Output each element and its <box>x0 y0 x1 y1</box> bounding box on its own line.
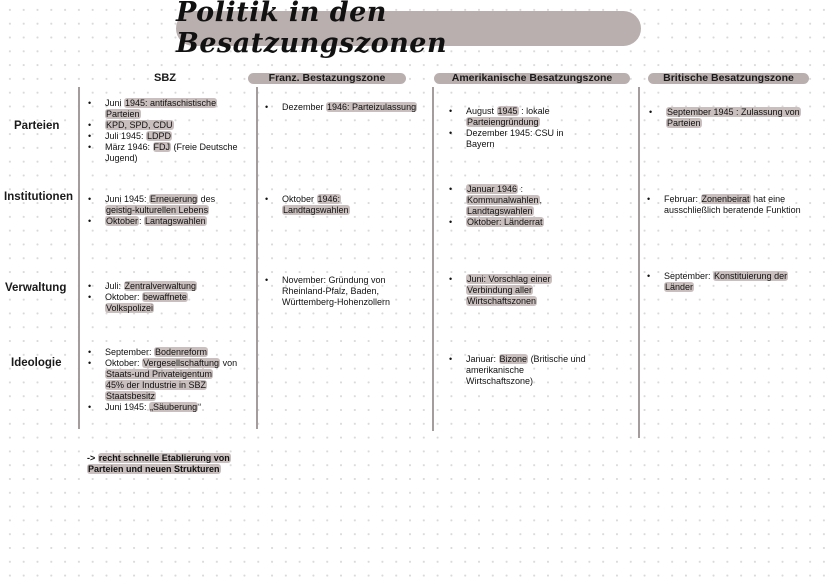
list-item: • September 1945 : Zulassung von Parteien <box>666 107 806 129</box>
franz-institutionen-list <box>282 194 372 216</box>
list-item: • Dezember 1946: Parteizulassung <box>282 102 422 113</box>
list-item: • Juni 1945: antifaschistische Parteien <box>105 98 245 120</box>
list-item: • September: Konstituierung der Länder <box>664 271 814 293</box>
column-header-britisch: Britische Besatzungszone <box>648 73 809 84</box>
divider-line-3 <box>432 87 434 431</box>
list-item: • Oktober: bewaffnete Volkspolizei <box>105 292 235 314</box>
list-item: • KPD, SPD, CDU <box>105 120 245 131</box>
brit-parteien-list <box>666 107 806 129</box>
sbz-institutionen-list <box>105 194 240 227</box>
list-item: • Juni 1945: „Säuberung“ <box>105 402 240 413</box>
list-item: • Juni: Vorschlag einer Verbindung aller Wirtschaftszonen <box>466 274 571 307</box>
divider-line-4 <box>638 87 640 438</box>
list-item: • September: Bodenreform <box>105 347 240 358</box>
sbz-verwaltung-list <box>105 281 235 314</box>
row-label-verwaltung: Verwaltung <box>5 282 67 294</box>
list-item: • Oktober 1946: Landtagswahlen <box>282 194 372 216</box>
divider-line-2 <box>256 87 258 429</box>
list-item: • März 1946: FDJ (Freie Deutsche Jugend) <box>105 142 245 164</box>
usa-parteien-list <box>466 106 591 150</box>
franz-parteien-list <box>282 102 422 113</box>
usa-institutionen-list <box>466 184 566 228</box>
sbz-parteien-list <box>105 98 245 164</box>
list-item: • Oktober: Länderrat <box>466 217 566 228</box>
list-item: • Januar 1946 : Kommunalwahlen, Landtagswahlen <box>466 184 566 217</box>
list-item: • Februar: Zonenbeirat hat eine ausschließlich beratende Funktion <box>664 194 809 216</box>
usa-verwaltung-list <box>466 274 571 307</box>
row-label-ideologie: Ideologie <box>11 357 62 369</box>
list-item: • August 1945 : lokale Parteiengründung <box>466 106 591 128</box>
list-item: • Oktober: Vergesellschaftung von Staats-und Privateigentum 45% der Industrie in SBZ Staatsbesitz <box>105 358 240 402</box>
row-label-institutionen: Institutionen <box>4 191 73 203</box>
divider-line-1 <box>78 87 80 429</box>
brit-verwaltung-list <box>664 271 814 293</box>
list-item: • November: Gründung von Rheinland-Pfalz, Baden, Württemberg-Hohenzollern <box>282 275 422 308</box>
list-item: • Juli: Zentralverwaltung <box>105 281 235 292</box>
page-title: Politik in den Besatzungszonen <box>176 0 448 59</box>
list-item: • Oktober: Lantagswahlen <box>105 216 240 227</box>
column-header-sbz-label: SBZ <box>154 72 176 84</box>
list-item: • Juli 1945: LDPD <box>105 131 245 142</box>
list-item: • Juni 1945: Erneuerung des geistig-kulturellen Lebens <box>105 194 240 216</box>
row-label-parteien: Parteien <box>14 120 60 132</box>
sbz-summary-note: -> recht schnelle Etablierung von Parteien und neuen Strukturen <box>87 453 230 474</box>
usa-ideologie-list <box>466 354 591 387</box>
franz-verwaltung-list <box>282 275 422 308</box>
list-item: • Januar: Bizone (Britische und amerikanische Wirtschaftszone) <box>466 354 591 387</box>
column-header-amerikanisch: Amerikanische Besatzungszone <box>434 73 630 84</box>
brit-institutionen-list <box>664 194 809 216</box>
column-header-franz: Franz. Bestazungszone <box>248 73 406 84</box>
sbz-ideologie-list <box>105 347 240 413</box>
list-item: • Dezember 1945: CSU in Bayern <box>466 128 591 150</box>
